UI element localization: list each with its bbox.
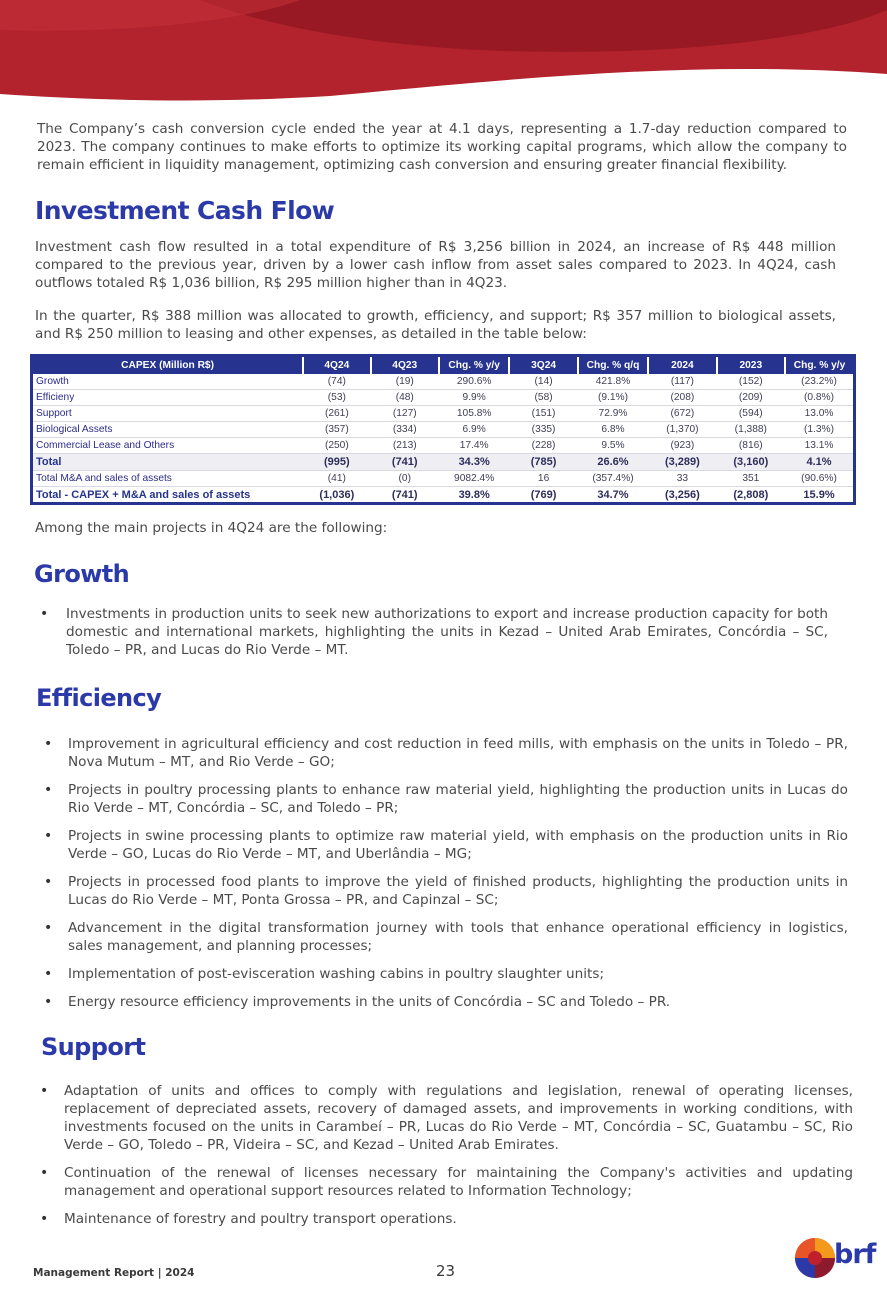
table-cell: (923) (648, 438, 716, 454)
table-cell: 290.6% (439, 374, 509, 390)
capex-header-cell: CAPEX (Million R$) (32, 356, 304, 375)
table-cell: 351 (717, 471, 785, 487)
table-cell: Efficieny (32, 390, 304, 406)
table-cell: (74) (303, 374, 370, 390)
list-item-text: Advancement in the digital transformation journey with tools that enhance operational efficiency in logistics, sales management, and planning processes; (68, 920, 848, 954)
table-row (32, 438, 855, 454)
table-cell: (357) (303, 422, 370, 438)
table-cell: 34.3% (439, 454, 509, 471)
table-cell: (9.1%) (578, 390, 648, 406)
table-cell: 6.9% (439, 422, 509, 438)
table-cell: Growth (32, 374, 304, 390)
table-cell: (127) (371, 406, 439, 422)
list-item-text: Projects in processed food plants to improve the yield of finished products, highlighting the production units in Lucas do Rio Verde – MT, Ponta Grossa – PR, and Capinzal – SC; (68, 874, 848, 908)
table-cell: 13.1% (785, 438, 854, 454)
table-cell: (335) (509, 422, 577, 438)
table-cell: 34.7% (578, 487, 648, 504)
table-cell: (741) (371, 454, 439, 471)
table-cell: 72.9% (578, 406, 648, 422)
efficiency-list (42, 735, 848, 1011)
capex-header-cell: Chg. % y/y (785, 356, 854, 375)
projects-intro: Among the main projects in 4Q24 are the following: (35, 520, 388, 536)
table-row (32, 471, 855, 487)
table-cell: (228) (509, 438, 577, 454)
bullet-icon: • (44, 736, 53, 752)
list-item (42, 873, 848, 909)
bullet-icon: • (40, 1211, 49, 1227)
table-cell: (3,160) (717, 454, 785, 471)
table-cell: 39.8% (439, 487, 509, 504)
list-item-text: Implementation of post-evisceration washing cabins in poultry slaughter units; (68, 966, 605, 982)
footer-report-title: Management Report | 2024 (33, 1267, 195, 1279)
table-cell: (3,289) (648, 454, 716, 471)
growth-list (40, 605, 828, 659)
table-row-total (32, 454, 855, 471)
bullet-icon: • (44, 994, 53, 1010)
table-cell: (1.3%) (785, 422, 854, 438)
table-cell: (58) (509, 390, 577, 406)
table-cell: 9.9% (439, 390, 509, 406)
list-item-text: Energy resource efficiency improvements in the units of Concórdia – SC and Toledo – PR. (68, 994, 671, 1010)
table-row (32, 422, 855, 438)
table-cell: (90.6%) (785, 471, 854, 487)
table-cell: (357.4%) (578, 471, 648, 487)
list-item-text: Improvement in agricultural efficiency and cost reduction in feed mills, with emphasis on the units in Toledo – PR, Nova Mutum – MT, and Rio Verde – GO; (68, 736, 848, 770)
bullet-icon: • (44, 920, 53, 936)
bullet-icon: • (44, 966, 53, 982)
list-item-text: Investments in production units to seek new authorizations to export and increase production capacity for both domestic and international markets, highlighting the units in Kezad – United Arab Emirates, Concórdia – SC, Toledo – PR, and Lucas do Rio Verde – MT. (66, 606, 828, 658)
list-item (42, 919, 848, 955)
table-cell: (48) (371, 390, 439, 406)
table-cell: (785) (509, 454, 577, 471)
list-item (42, 735, 848, 771)
capex-table (30, 354, 856, 505)
table-cell: 421.8% (578, 374, 648, 390)
table-cell: (208) (648, 390, 716, 406)
table-cell: (594) (717, 406, 785, 422)
page-number: 23 (436, 1262, 456, 1280)
table-cell: (152) (717, 374, 785, 390)
table-cell: (816) (717, 438, 785, 454)
table-cell: (213) (371, 438, 439, 454)
investment-paragraph-1: Investment cash flow resulted in a total expenditure of R$ 3,256 billion in 2024, an increase of R$ 448 million compared to the previous year, driven by a lower cash inflow from asset sales compared to 2023. In 4Q24, cash outflows totaled R$ 1,036 billion, R$ 295 million higher than in 4Q23. (35, 239, 836, 291)
table-cell: (117) (648, 374, 716, 390)
table-cell: 17.4% (439, 438, 509, 454)
table-cell: 16 (509, 471, 577, 487)
bullet-icon: • (40, 1083, 49, 1099)
table-cell: (741) (371, 487, 439, 504)
list-item-text: Maintenance of forestry and poultry transport operations. (64, 1211, 457, 1227)
list-item (38, 1082, 853, 1154)
investment-paragraph-2: In the quarter, R$ 388 million was allocated to growth, efficiency, and support; R$ 357 million to biological assets, and R$ 250 million to leasing and other expenses, as detailed in the table below: (35, 308, 836, 342)
table-cell: 4.1% (785, 454, 854, 471)
list-item-text: Adaptation of units and offices to comply with regulations and legislation, renewal of operating licenses, replacement of depreciated assets, recovery of damaged assets, and improvements in working conditions, with investments focused on the units in Carambeí – PR, Lucas do Rio Verde – MT, Concórdia – SC, Guatambu – SC, Rio Verde – GO, Toledo – PR, Videira – SC, and Kezad – United Arab Emirates. (64, 1083, 853, 1153)
table-cell: (3,256) (648, 487, 716, 504)
support-list (38, 1082, 853, 1228)
table-row (32, 390, 855, 406)
header-wave (0, 0, 887, 110)
bullet-icon: • (40, 606, 49, 622)
table-row (32, 374, 855, 390)
table-cell: 33 (648, 471, 716, 487)
table-cell: (769) (509, 487, 577, 504)
list-item (42, 965, 848, 983)
bullet-icon: • (44, 782, 53, 798)
bullet-icon: • (44, 874, 53, 890)
list-item (42, 781, 848, 817)
table-cell: (209) (717, 390, 785, 406)
bullet-icon: • (44, 828, 53, 844)
capex-header-cell: 4Q24 (303, 356, 370, 375)
table-cell: 6.8% (578, 422, 648, 438)
table-cell: 9082.4% (439, 471, 509, 487)
table-cell: (2,808) (717, 487, 785, 504)
table-cell: (19) (371, 374, 439, 390)
table-cell: (53) (303, 390, 370, 406)
table-cell: 13.0% (785, 406, 854, 422)
table-cell: (151) (509, 406, 577, 422)
table-cell: (1,036) (303, 487, 370, 504)
intro-paragraph: The Company’s cash conversion cycle ended the year at 4.1 days, representing a 1.7-day reduction compared to 2023. The company continues to make efforts to optimize its working capital programs, which allow the company to remain efficient in liquidity management, optimizing cash conversion and ensuring greater financial flexibility. (37, 121, 847, 173)
table-cell: (995) (303, 454, 370, 471)
brf-logo (794, 1236, 880, 1280)
table-cell: Total (32, 454, 304, 471)
table-cell: Commercial Lease and Others (32, 438, 304, 454)
table-cell: 15.9% (785, 487, 854, 504)
table-cell: (672) (648, 406, 716, 422)
list-item-text: Continuation of the renewal of licenses necessary for maintaining the Company's activities and updating management and operational support resources related to Information Technology; (64, 1165, 853, 1199)
table-cell: 26.6% (578, 454, 648, 471)
table-cell: Total - CAPEX + M&A and sales of assets (32, 487, 304, 504)
capex-header-cell: Chg. % y/y (439, 356, 509, 375)
capex-header-row (32, 356, 855, 375)
investment-cash-flow-heading: Investment Cash Flow (35, 196, 335, 225)
capex-header-cell: 4Q23 (371, 356, 439, 375)
table-cell: Biological Assets (32, 422, 304, 438)
table-row-grand-total (32, 487, 855, 504)
table-cell: 9.5% (578, 438, 648, 454)
capex-header-cell: 2024 (648, 356, 716, 375)
growth-heading: Growth (34, 560, 130, 588)
list-item (38, 1210, 853, 1228)
brf-logo-text: brf (834, 1239, 876, 1270)
support-heading: Support (41, 1033, 146, 1061)
table-cell: (261) (303, 406, 370, 422)
table-cell: (1,388) (717, 422, 785, 438)
list-item (42, 993, 848, 1011)
table-cell: 105.8% (439, 406, 509, 422)
table-cell: Total M&A and sales of assets (32, 471, 304, 487)
list-item-text: Projects in poultry processing plants to enhance raw material yield, highlighting the production units in Lucas do Rio Verde – MT, Concórdia – SC, and Toledo – PR; (68, 782, 848, 816)
table-cell: (0) (371, 471, 439, 487)
list-item (38, 1164, 853, 1200)
table-cell: (334) (371, 422, 439, 438)
efficiency-heading: Efficiency (36, 684, 162, 712)
table-cell: (14) (509, 374, 577, 390)
list-item-text: Projects in swine processing plants to optimize raw material yield, with emphasis on the production units in Rio Verde – GO, Lucas do Rio Verde – MT, and Uberlândia – MG; (68, 828, 848, 862)
table-cell: (23.2%) (785, 374, 854, 390)
capex-header-cell: 3Q24 (509, 356, 577, 375)
table-cell: (1,370) (648, 422, 716, 438)
table-cell: (250) (303, 438, 370, 454)
brf-logo-icon (794, 1236, 838, 1280)
table-cell: (41) (303, 471, 370, 487)
capex-header-cell: 2023 (717, 356, 785, 375)
table-row (32, 406, 855, 422)
table-cell: (0.8%) (785, 390, 854, 406)
bullet-icon: • (40, 1165, 49, 1181)
list-item (42, 827, 848, 863)
capex-header-cell: Chg. % q/q (578, 356, 648, 375)
list-item (40, 605, 828, 659)
table-cell: Support (32, 406, 304, 422)
